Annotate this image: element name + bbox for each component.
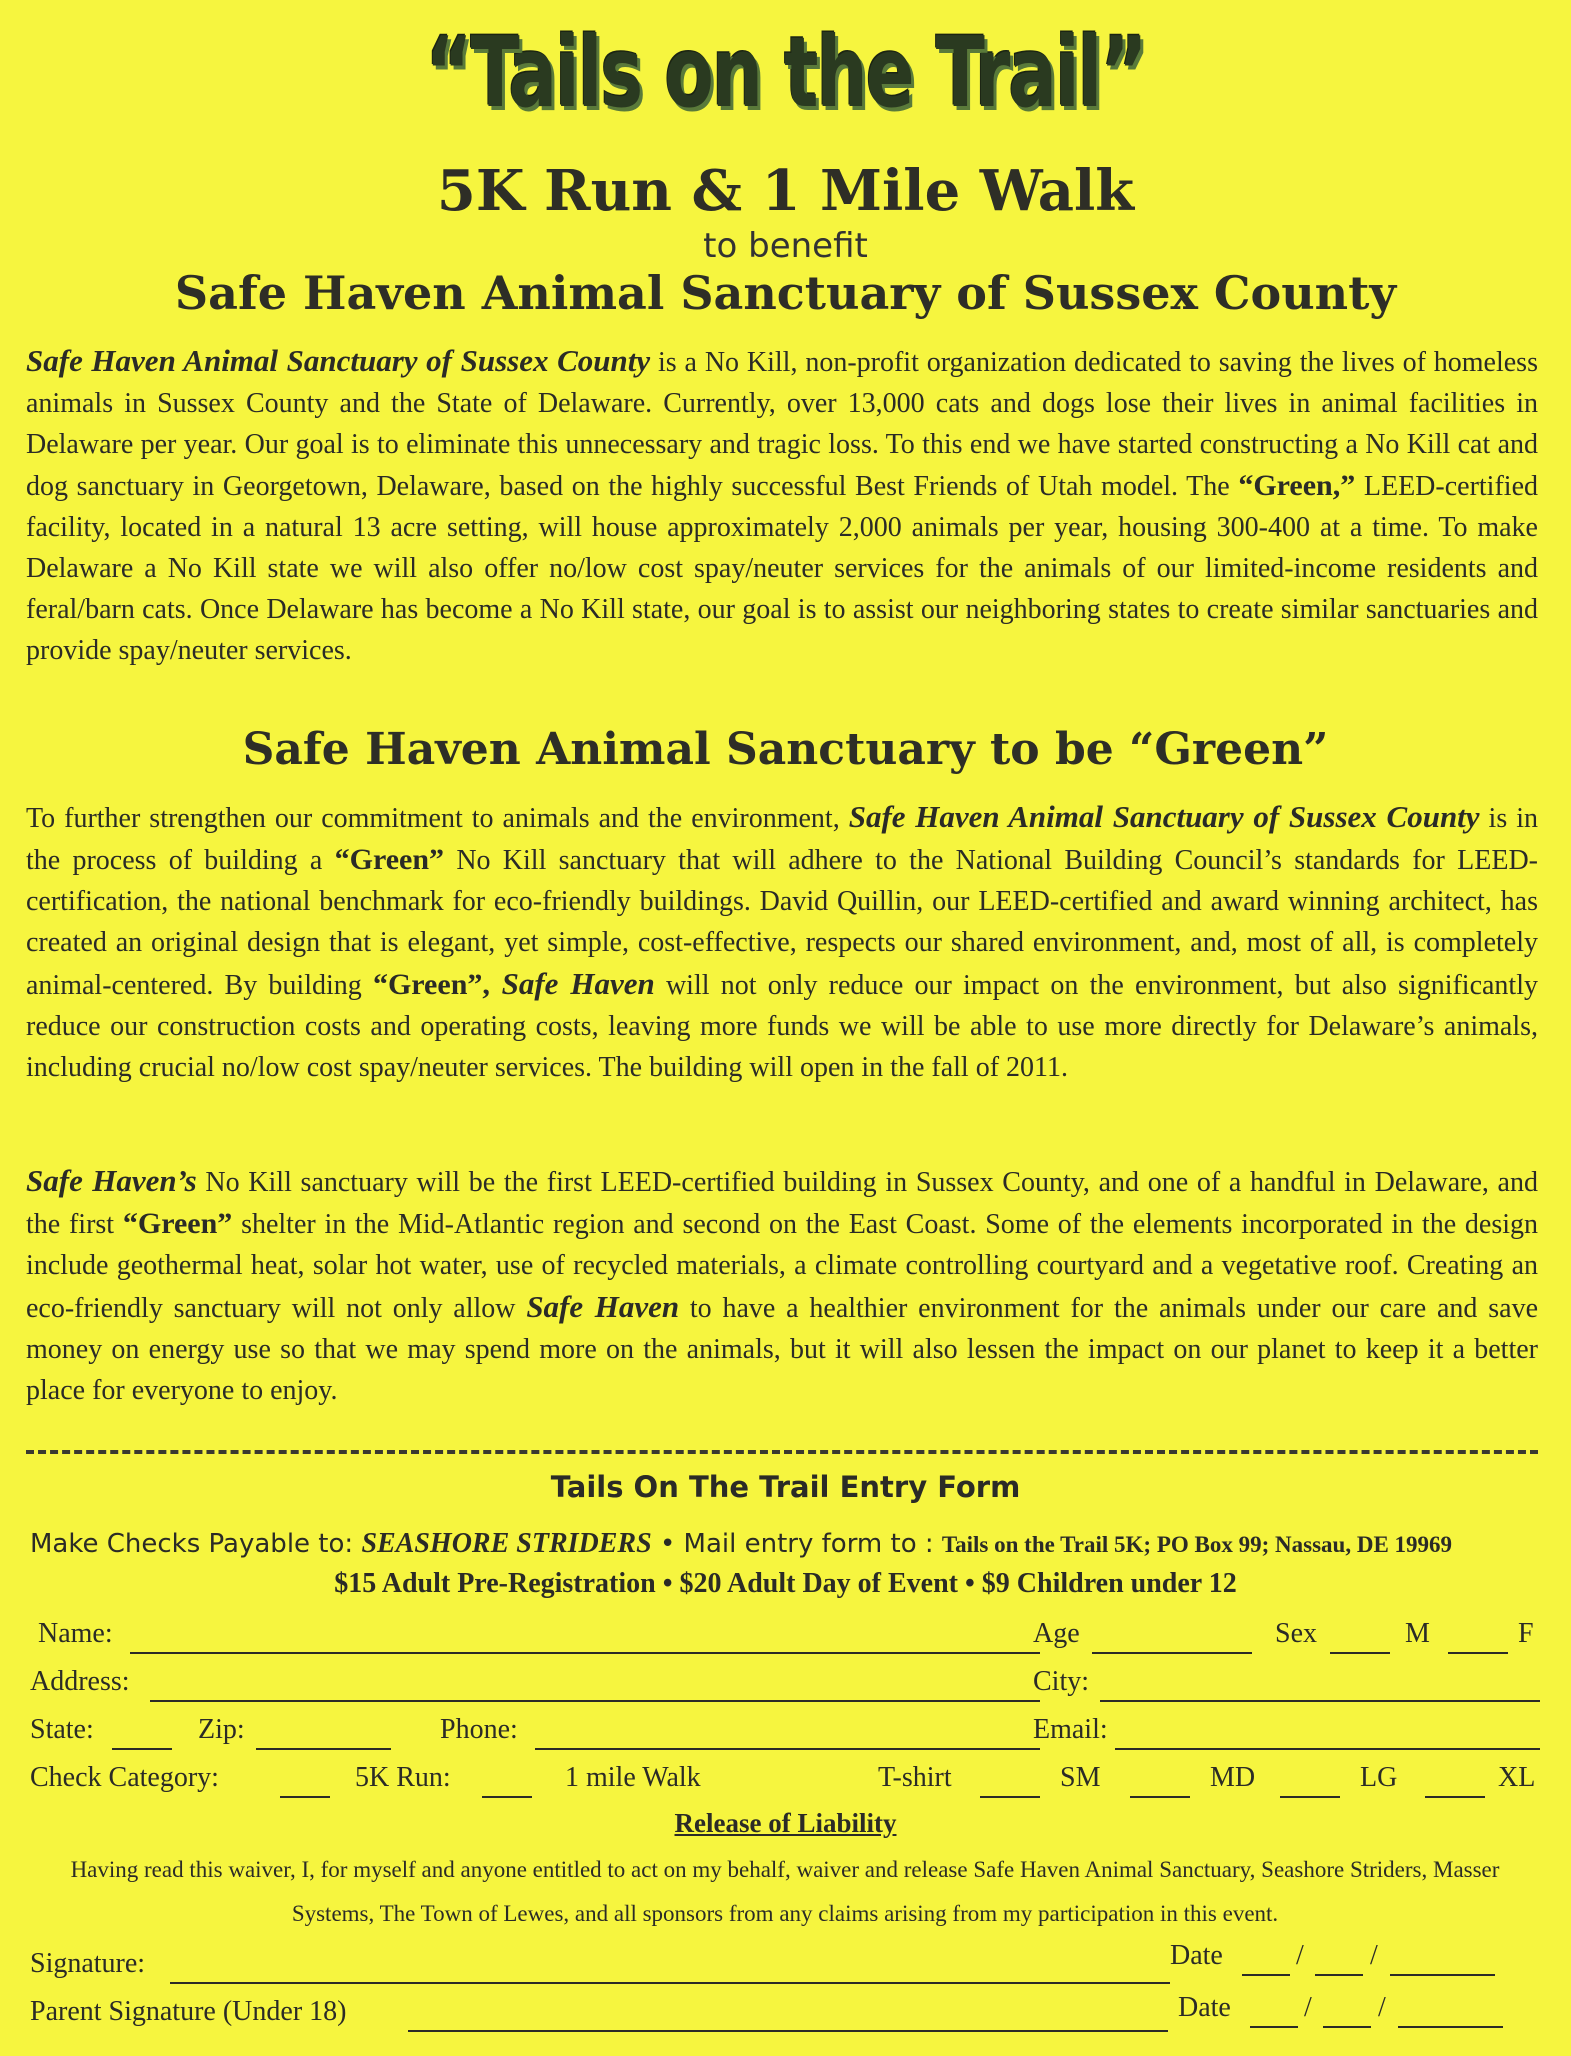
row-parent-signature bbox=[30, 1992, 1540, 2036]
parent-date-year-field[interactable] bbox=[1398, 2026, 1503, 2028]
benefit-line: to benefit bbox=[703, 226, 868, 266]
address-label: Address: bbox=[30, 1666, 130, 1697]
cut-line bbox=[26, 1450, 1538, 1454]
address-field[interactable] bbox=[150, 1700, 1040, 1702]
parent-date-sep-2: / bbox=[1378, 1992, 1386, 2023]
size-lg-label: LG bbox=[1360, 1762, 1398, 1793]
size-md-label: MD bbox=[1210, 1762, 1256, 1793]
parent-signature-field[interactable] bbox=[408, 2030, 1168, 2032]
parent-date-label: Date bbox=[1178, 1992, 1231, 2023]
tshirt-label: T-shirt bbox=[878, 1762, 952, 1793]
form-title: Tails On The Trail Entry Form bbox=[550, 1470, 1021, 1504]
green-p1-green: “Green” bbox=[334, 843, 445, 876]
size-xl-line[interactable] bbox=[1425, 1796, 1485, 1798]
name-label: Name: bbox=[38, 1618, 113, 1649]
run-checkbox-line[interactable] bbox=[280, 1796, 330, 1798]
org-name: Safe Haven Animal Sanctuary of Sussex County bbox=[26, 343, 651, 378]
green-p1-text-b: is in the process of building a bbox=[26, 803, 1538, 876]
phone-label: Phone: bbox=[440, 1714, 518, 1745]
city-label: City: bbox=[1033, 1666, 1090, 1697]
green-p2-green: “Green” bbox=[122, 1207, 233, 1240]
signature-label: Signature: bbox=[30, 1948, 146, 1979]
green-word: “Green,” bbox=[1238, 469, 1356, 502]
green-p2-safe-havens: Safe Haven’s bbox=[26, 1163, 197, 1198]
event-logo: “Tails on the Trail” bbox=[425, 15, 1146, 129]
date-month-field[interactable] bbox=[1242, 1974, 1290, 1976]
release-text: Having read this waiver, I, for myself and anyone entitled to act on my behalf, waiver and release Safe Haven Animal Sanctuary, Seashore Striders, Masser Systems, The Town of Lewes, and all sponsors from any claims arising from my participation in this event. bbox=[70, 1857, 1500, 1926]
release-title: Release of Liability bbox=[674, 1808, 897, 1838]
date-label: Date bbox=[1170, 1940, 1223, 1971]
green-p1-text-a: To further strengthen our commitment to animals and the environment, bbox=[26, 803, 849, 834]
size-xl-label: XL bbox=[1498, 1762, 1536, 1793]
signature-field[interactable] bbox=[170, 1982, 1170, 1984]
green-p1-safe-haven: Safe Haven bbox=[501, 966, 655, 1001]
row-address bbox=[30, 1666, 1540, 1706]
parent-date-sep-1: / bbox=[1304, 1992, 1312, 2023]
sex-male-field[interactable] bbox=[1330, 1652, 1390, 1654]
email-label: Email: bbox=[1033, 1714, 1108, 1745]
green-p1-org: Safe Haven Animal Sanctuary of Sussex County bbox=[848, 799, 1480, 834]
row-state bbox=[30, 1714, 1540, 1754]
green-p2-text-c: to have a healthier environment for the animals under our care and save money on energy use so that we may spend more on the animals, but it will also lessen the impact on our planet to keep it a better place for everyone to enjoy. bbox=[26, 1293, 1538, 1406]
mail-prefix: • Mail entry form to : bbox=[651, 1529, 942, 1559]
fees-line: $15 Adult Pre-Registration • $20 Adult Day of Event • $9 Children under 12 bbox=[334, 1568, 1237, 1599]
parent-signature-label: Parent Signature (Under 18) bbox=[30, 1996, 347, 2027]
green-p2-text-b: shelter in the Mid-Atlantic region and second on the East Coast. Some of the elements incorporated in the design include geothermal heat, solar hot water, use of recycled materials, a climate controlling courtyard and a vegetative roof. Creating an eco-friendly sanctuary will not only allow bbox=[26, 1209, 1538, 1324]
intro-text-a: is a No Kill, non-profit organization dedicated to saving the lives of homeless animals in Sussex County and the State of Delaware. Currently, over 13,000 cats and dogs lose their lives in animal facilities in Delaware per year. Our goal is to eliminate this unnecessary and tragic loss. To this end we have started constructing a No Kill cat and dog sanctuary in Georgetown, Delaware, based on the highly successful Best Friends of Utah model. The bbox=[26, 347, 1538, 502]
name-field[interactable] bbox=[130, 1652, 1040, 1654]
green-heading: Safe Haven Animal Sanctuary to be “Green” bbox=[242, 724, 1329, 775]
sex-label: Sex bbox=[1275, 1618, 1317, 1649]
row-category bbox=[30, 1762, 1540, 1802]
row-name bbox=[30, 1618, 1540, 1658]
phone-field[interactable] bbox=[535, 1748, 1040, 1750]
state-field[interactable] bbox=[112, 1748, 172, 1750]
date-sep-2: / bbox=[1370, 1940, 1378, 1971]
intro-text-b: LEED-certified facility, located in a natural 13 acre setting, will house approximately 2,000 animals per year, housing 300-400 at a time. To make Delaware a No Kill state we will also offer no/low cost spay/neuter services for the animals of our limited-income residents and feral/barn cats. Once Delaware has become a No Kill state, our goal is to assist our neighboring states to create similar sanctuaries and provide spay/neuter services. bbox=[26, 471, 1538, 666]
payee: SEASHORE STRIDERS bbox=[361, 1528, 652, 1559]
city-field[interactable] bbox=[1100, 1700, 1540, 1702]
sex-female-field[interactable] bbox=[1448, 1652, 1508, 1654]
email-field[interactable] bbox=[1115, 1748, 1540, 1750]
female-label: F bbox=[1518, 1618, 1534, 1649]
mail-address: Tails on the Trail 5K; PO Box 99; Nassau, DE 19969 bbox=[941, 1532, 1453, 1557]
age-field[interactable] bbox=[1092, 1652, 1252, 1654]
green-paragraph-1 bbox=[26, 796, 1538, 1088]
date-year-field[interactable] bbox=[1390, 1974, 1495, 1976]
run-label: 5K Run: bbox=[355, 1762, 451, 1793]
green-p2-safe-haven: Safe Haven bbox=[526, 1289, 680, 1324]
intro-paragraph bbox=[26, 340, 1538, 671]
walk-checkbox-line[interactable] bbox=[482, 1796, 532, 1798]
age-label: Age bbox=[1033, 1618, 1080, 1649]
green-p2-text-a: No Kill sanctuary will be the first LEED-certified building in Sussex County, and one of a handful in Delaware, and the first bbox=[26, 1167, 1538, 1240]
state-label: State: bbox=[30, 1714, 94, 1745]
parent-date-day-field[interactable] bbox=[1323, 2026, 1371, 2028]
organization-heading: Safe Haven Animal Sanctuary of Sussex County bbox=[174, 266, 1397, 320]
male-label: M bbox=[1405, 1618, 1430, 1649]
row-signature bbox=[30, 1940, 1540, 1988]
date-sep-1: / bbox=[1296, 1940, 1304, 1971]
size-md-line[interactable] bbox=[1130, 1796, 1190, 1798]
green-p1-text-d: will not only reduce our impact on the environment, but also significantly reduce our construction costs and operating costs, leaving more funds we will be able to use more directly for Delaware’s animals, including crucial no/low cost spay/neuter services. The building will open in the fall of 2011. bbox=[26, 970, 1538, 1083]
checks-payable-line bbox=[30, 1528, 1540, 1560]
green-p1-text-c: No Kill sanctuary that will adhere to the National Building Council’s standards for LEED-certification, the national benchmark for eco-friendly buildings. David Quillin, our LEED-certified and award winning architect, has created an original design that is elegant, yet simple, cost-effective, respects our shared environment, and, most of all, is completely animal-centered. By building bbox=[26, 845, 1538, 1001]
category-label: Check Category: bbox=[30, 1762, 219, 1793]
green-p1-green2: “Green”, bbox=[372, 968, 502, 1001]
size-sm-line[interactable] bbox=[980, 1796, 1040, 1798]
checks-prefix: Make Checks Payable to: bbox=[30, 1529, 362, 1559]
parent-date-month-field[interactable] bbox=[1250, 2026, 1298, 2028]
green-paragraph-2 bbox=[26, 1160, 1538, 1411]
size-sm-label: SM bbox=[1060, 1762, 1101, 1793]
size-lg-line[interactable] bbox=[1280, 1796, 1340, 1798]
date-day-field[interactable] bbox=[1315, 1974, 1363, 1976]
walk-label: 1 mile Walk bbox=[565, 1762, 701, 1793]
zip-label: Zip: bbox=[198, 1714, 245, 1745]
zip-field[interactable] bbox=[256, 1748, 391, 1750]
event-title: 5K Run & 1 Mile Walk bbox=[436, 158, 1135, 224]
